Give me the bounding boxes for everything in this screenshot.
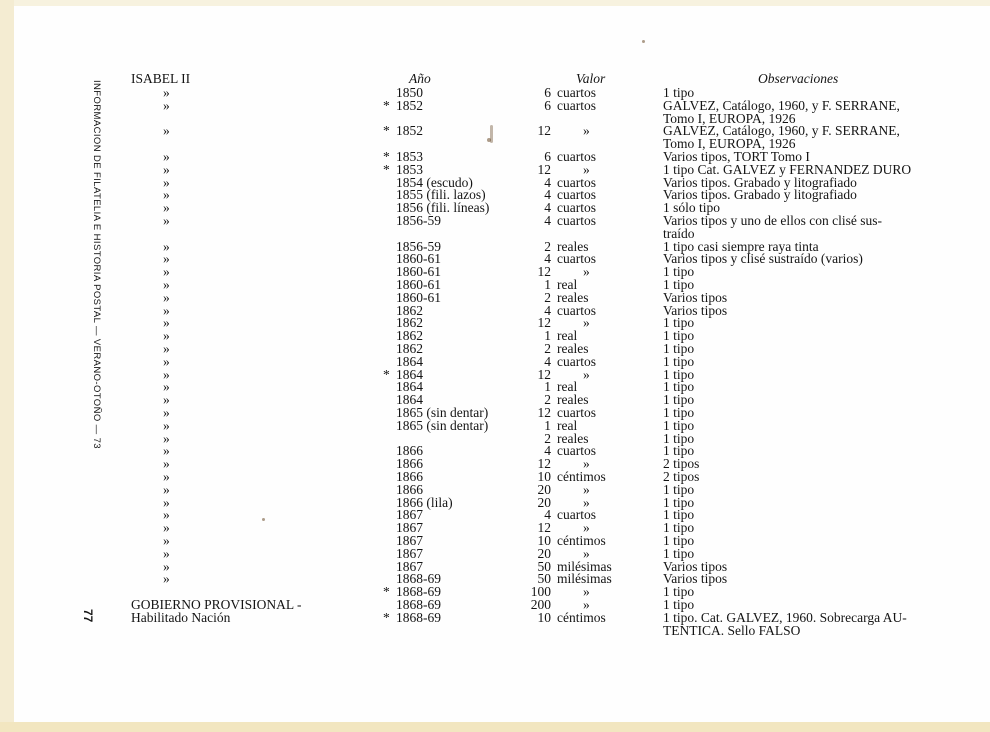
ditto-mark: » bbox=[163, 545, 170, 561]
value-unit-cell: reales bbox=[557, 430, 589, 446]
ditto-mark: » bbox=[163, 315, 170, 331]
year-cell: 1852 bbox=[396, 97, 423, 113]
observations-cell: 1 tipo bbox=[663, 417, 695, 433]
value-amount-cell: 10 bbox=[537, 533, 551, 548]
ditto-mark: » bbox=[163, 302, 170, 318]
value-amount-cell: 4 bbox=[544, 213, 551, 228]
year-column-header: Año bbox=[409, 71, 431, 86]
year-cell: 1866 bbox=[396, 443, 423, 459]
value-unit-cell: » bbox=[583, 520, 590, 536]
table-row bbox=[0, 406, 990, 419]
value-amount-cell: 200 bbox=[530, 597, 551, 612]
observations-cell: traído bbox=[663, 225, 695, 241]
value-unit-cell: cuartos bbox=[557, 174, 596, 190]
value-unit-cell: » bbox=[583, 366, 590, 382]
table-row bbox=[0, 291, 990, 304]
page-edge-bottom bbox=[0, 722, 990, 732]
asterisk-mark: * bbox=[383, 123, 390, 139]
observations-cell: GALVEZ, Catálogo, 1960, y F. SERRANE, bbox=[663, 123, 900, 139]
ditto-mark: » bbox=[163, 379, 170, 395]
observations-cell: 1 tipo bbox=[663, 366, 695, 382]
ink-mark bbox=[487, 138, 491, 142]
year-cell: 1864 bbox=[396, 392, 423, 408]
value-amount-cell: 4 bbox=[544, 507, 551, 523]
observations-cell: 1 tipo bbox=[663, 85, 695, 100]
asterisk-mark: * bbox=[383, 97, 390, 113]
asterisk-mark: * bbox=[383, 609, 390, 625]
observations-cell: Varios tipos y uno de ellos con clisé sus- bbox=[663, 213, 882, 228]
table-row bbox=[0, 508, 990, 521]
observations-cell: Varios tipos bbox=[663, 302, 728, 318]
value-amount-cell: 12 bbox=[537, 315, 551, 331]
value-column-header: Valor bbox=[576, 71, 606, 86]
value-amount-cell: 12 bbox=[537, 405, 551, 420]
running-head-text: INFORMACION DE FILATELIA E HISTORIA POSTAL — VERANO-OTOÑO — 73 bbox=[91, 80, 102, 449]
value-unit-cell: » bbox=[583, 584, 590, 600]
table-row bbox=[0, 252, 990, 265]
value-amount-cell: 10 bbox=[537, 609, 551, 625]
observations-cell: Varios tipos bbox=[663, 571, 728, 587]
table-row bbox=[0, 124, 990, 137]
section-label: Habilitado Nación bbox=[131, 609, 231, 625]
value-amount-cell: 6 bbox=[544, 149, 551, 164]
year-cell: 1856-59 bbox=[396, 213, 441, 228]
ditto-mark: » bbox=[163, 251, 170, 267]
page-number: 77 bbox=[81, 609, 95, 623]
value-amount-cell: 4 bbox=[544, 187, 551, 203]
value-unit-cell: céntimos bbox=[557, 469, 606, 484]
table-row bbox=[0, 163, 990, 176]
ink-mark bbox=[262, 518, 265, 521]
ditto-mark: » bbox=[163, 520, 170, 536]
observations-cell: 1 tipo bbox=[663, 315, 695, 331]
year-cell: 1864 bbox=[396, 366, 423, 382]
ditto-mark: » bbox=[163, 149, 170, 164]
value-amount-cell: 12 bbox=[537, 264, 551, 280]
asterisk-mark: * bbox=[383, 366, 390, 382]
ditto-mark: » bbox=[163, 328, 170, 344]
ditto-mark: » bbox=[163, 392, 170, 408]
year-cell: 1867 bbox=[396, 520, 423, 536]
year-cell: 1852 bbox=[396, 123, 423, 139]
year-cell: 1868-69 bbox=[396, 597, 441, 612]
table-row bbox=[0, 521, 990, 534]
table-row bbox=[0, 419, 990, 432]
value-unit-cell: cuartos bbox=[557, 353, 596, 369]
table-row bbox=[0, 611, 990, 624]
ditto-mark: » bbox=[163, 366, 170, 382]
value-amount-cell: 4 bbox=[544, 443, 551, 459]
table-row bbox=[0, 316, 990, 329]
ink-mark bbox=[642, 40, 645, 43]
value-unit-cell: » bbox=[583, 161, 590, 177]
year-cell: 1862 bbox=[396, 341, 423, 356]
ditto-mark: » bbox=[163, 443, 170, 459]
section-header: ISABEL II bbox=[131, 71, 191, 86]
value-amount-cell: 1 bbox=[544, 379, 551, 395]
observations-cell: 1 tipo bbox=[663, 443, 695, 459]
ditto-mark: » bbox=[163, 341, 170, 356]
observations-cell: Varios tipos bbox=[663, 289, 728, 305]
value-unit-cell: reales bbox=[557, 289, 589, 305]
value-amount-cell: 2 bbox=[544, 341, 551, 356]
ditto-mark: » bbox=[163, 469, 170, 484]
value-unit-cell: milésimas bbox=[557, 558, 612, 574]
value-amount-cell: 6 bbox=[544, 97, 551, 113]
value-amount-cell: 12 bbox=[537, 366, 551, 382]
value-unit-cell: real bbox=[557, 379, 578, 395]
year-cell: 1853 bbox=[396, 149, 423, 164]
observations-cell: 1 tipo bbox=[663, 520, 695, 536]
ditto-mark: » bbox=[163, 533, 170, 548]
value-unit-cell: cuartos bbox=[557, 443, 596, 459]
table-row bbox=[0, 355, 990, 368]
observations-column-header: Observaciones bbox=[758, 71, 839, 86]
observations-cell: TENTICA. Sello FALSO bbox=[663, 622, 801, 638]
value-unit-cell: cuartos bbox=[557, 251, 596, 267]
observations-cell: Tomo I, EUROPA, 1926 bbox=[663, 136, 796, 152]
value-unit-cell: » bbox=[583, 456, 590, 472]
observations-cell: Tomo I, EUROPA, 1926 bbox=[663, 110, 796, 126]
observations-cell: 1 tipo bbox=[663, 353, 695, 369]
table-row bbox=[0, 265, 990, 278]
value-amount-cell: 4 bbox=[544, 174, 551, 190]
year-cell: 1862 bbox=[396, 302, 423, 318]
observations-cell: 1 tipo bbox=[663, 494, 695, 510]
observations-cell: GALVEZ, Catálogo, 1960, y F. SERRANE, bbox=[663, 97, 900, 113]
value-amount-cell: 50 bbox=[537, 558, 551, 574]
value-unit-cell: cuartos bbox=[557, 405, 596, 420]
year-cell: 1867 bbox=[396, 545, 423, 561]
year-cell: 1867 bbox=[396, 533, 423, 548]
value-amount-cell: 50 bbox=[537, 571, 551, 587]
observations-cell: 1 tipo bbox=[663, 545, 695, 561]
table-row bbox=[0, 560, 990, 573]
value-unit-cell: cuartos bbox=[557, 200, 596, 216]
asterisk-mark: * bbox=[383, 149, 390, 164]
ditto-mark: » bbox=[163, 507, 170, 523]
ditto-mark: » bbox=[163, 85, 170, 100]
value-unit-cell: » bbox=[583, 264, 590, 280]
ditto-mark: » bbox=[163, 97, 170, 113]
year-cell: 1866 bbox=[396, 456, 423, 472]
ditto-mark: » bbox=[163, 277, 170, 292]
value-amount-cell: 12 bbox=[537, 123, 551, 139]
year-cell: 1860-61 bbox=[396, 289, 441, 305]
year-cell: 1868-69 bbox=[396, 609, 441, 625]
observations-cell: 1 tipo bbox=[663, 341, 695, 356]
observations-cell: 2 tipos bbox=[663, 469, 700, 484]
observations-cell: Varios tipos. Grabado y litografiado bbox=[663, 187, 857, 203]
year-cell: 1864 bbox=[396, 353, 423, 369]
year-cell: 1853 bbox=[396, 161, 423, 177]
observations-cell: Varios tipos, TORT Tomo I bbox=[663, 149, 810, 164]
value-unit-cell: cuartos bbox=[557, 187, 596, 203]
table-row bbox=[0, 444, 990, 457]
ditto-mark: » bbox=[163, 405, 170, 420]
ditto-mark: » bbox=[163, 494, 170, 510]
observations-cell: 1 tipo bbox=[663, 430, 695, 446]
year-cell: 1867 bbox=[396, 507, 423, 523]
value-unit-cell: » bbox=[583, 481, 590, 497]
ditto-mark: » bbox=[163, 187, 170, 203]
observations-cell: 1 sólo tipo bbox=[663, 200, 721, 216]
value-unit-cell: céntimos bbox=[557, 609, 606, 625]
observations-cell: Varios tipos y clisé sustraído (varios) bbox=[663, 251, 863, 267]
year-cell: 1866 (lila) bbox=[396, 494, 453, 510]
year-cell: 1860-61 bbox=[396, 264, 441, 280]
table-row bbox=[0, 483, 990, 496]
year-cell: 1860-61 bbox=[396, 277, 441, 292]
year-cell: 1868-69 bbox=[396, 584, 441, 600]
table-row bbox=[0, 572, 990, 585]
value-unit-cell: cuartos bbox=[557, 507, 596, 523]
table-row bbox=[0, 278, 990, 291]
value-unit-cell: cuartos bbox=[557, 97, 596, 113]
table-row bbox=[0, 99, 990, 112]
value-unit-cell: real bbox=[557, 277, 578, 292]
value-unit-cell: » bbox=[583, 315, 590, 331]
value-unit-cell: real bbox=[557, 417, 578, 433]
observations-cell: 2 tipos bbox=[663, 456, 700, 472]
value-unit-cell: cuartos bbox=[557, 85, 596, 100]
year-cell: 1866 bbox=[396, 469, 423, 484]
value-unit-cell: » bbox=[583, 545, 590, 561]
ditto-mark: » bbox=[163, 123, 170, 139]
value-amount-cell: 6 bbox=[544, 85, 551, 100]
value-unit-cell: » bbox=[583, 123, 590, 139]
year-cell: 1862 bbox=[396, 328, 423, 344]
table-row bbox=[0, 624, 990, 637]
table-row bbox=[0, 342, 990, 355]
section-label: GOBIERNO PROVISIONAL - bbox=[131, 597, 302, 612]
table-row bbox=[0, 393, 990, 406]
table-row bbox=[0, 380, 990, 393]
value-amount-cell: 1 bbox=[544, 328, 551, 344]
observations-cell: 1 tipo bbox=[663, 392, 695, 408]
table-row bbox=[0, 227, 990, 240]
observations-cell: Varios tipos. Grabado y litografiado bbox=[663, 174, 857, 190]
year-cell: 1865 (sin dentar) bbox=[396, 417, 489, 433]
table-row bbox=[0, 534, 990, 547]
year-cell: 1867 bbox=[396, 558, 423, 574]
observations-cell: 1 tipo bbox=[663, 597, 695, 612]
value-unit-cell: reales bbox=[557, 341, 589, 356]
value-amount-cell: 2 bbox=[544, 392, 551, 408]
ditto-mark: » bbox=[163, 174, 170, 190]
observations-cell: 1 tipo. Cat. GALVEZ, 1960. Sobrecarga AU- bbox=[663, 609, 907, 625]
ditto-mark: » bbox=[163, 289, 170, 305]
value-amount-cell: 100 bbox=[530, 584, 551, 600]
year-cell: 1862 bbox=[396, 315, 423, 331]
ditto-mark: » bbox=[163, 161, 170, 177]
observations-cell: 1 tipo bbox=[663, 379, 695, 395]
value-amount-cell: 12 bbox=[537, 161, 551, 177]
observations-cell: 1 tipo bbox=[663, 328, 695, 344]
observations-cell: 1 tipo Cat. GALVEZ y FERNANDEZ DURO bbox=[663, 161, 912, 177]
value-unit-cell: cuartos bbox=[557, 302, 596, 318]
ditto-mark: » bbox=[163, 353, 170, 369]
year-cell: 1864 bbox=[396, 379, 423, 395]
ditto-mark: » bbox=[163, 481, 170, 497]
value-amount-cell: 1 bbox=[544, 277, 551, 292]
table-row bbox=[0, 368, 990, 381]
observations-cell: 1 tipo bbox=[663, 507, 695, 523]
table-row bbox=[0, 137, 990, 150]
year-cell: 1855 (fili. lazos) bbox=[396, 187, 486, 203]
value-unit-cell: cuartos bbox=[557, 213, 596, 228]
value-unit-cell: real bbox=[557, 328, 578, 344]
ditto-mark: » bbox=[163, 558, 170, 574]
table-row bbox=[0, 329, 990, 342]
value-amount-cell: 4 bbox=[544, 302, 551, 318]
observations-cell: 1 tipo casi siempre raya tinta bbox=[663, 238, 819, 254]
value-amount-cell: 12 bbox=[537, 520, 551, 536]
value-amount-cell: 4 bbox=[544, 200, 551, 216]
table-row bbox=[0, 432, 990, 445]
observations-cell: Varios tipos bbox=[663, 558, 728, 574]
value-unit-cell: cuartos bbox=[557, 149, 596, 164]
year-cell: 1850 bbox=[396, 85, 423, 100]
year-cell: 1866 bbox=[396, 481, 423, 497]
year-cell: 1868-69 bbox=[396, 571, 441, 587]
ditto-mark: » bbox=[163, 430, 170, 446]
year-cell: 1865 (sin dentar) bbox=[396, 405, 489, 420]
value-unit-cell: » bbox=[583, 597, 590, 612]
value-amount-cell: 20 bbox=[537, 481, 551, 497]
table-row bbox=[0, 188, 990, 201]
value-unit-cell: céntimos bbox=[557, 533, 606, 548]
year-cell: 1856 (fili. líneas) bbox=[396, 200, 490, 216]
table-row bbox=[0, 214, 990, 227]
value-amount-cell: 20 bbox=[537, 494, 551, 510]
ditto-mark: » bbox=[163, 456, 170, 472]
year-cell: 1854 (escudo) bbox=[396, 174, 473, 190]
year-cell: 1860-61 bbox=[396, 251, 441, 267]
value-amount-cell: 1 bbox=[544, 417, 551, 433]
observations-cell: 1 tipo bbox=[663, 405, 695, 420]
observations-cell: 1 tipo bbox=[663, 533, 695, 548]
value-amount-cell: 4 bbox=[544, 251, 551, 267]
ditto-mark: » bbox=[163, 571, 170, 587]
value-amount-cell: 2 bbox=[544, 289, 551, 305]
observations-cell: 1 tipo bbox=[663, 277, 695, 292]
ditto-mark: » bbox=[163, 238, 170, 254]
value-unit-cell: reales bbox=[557, 238, 589, 254]
table-row bbox=[0, 304, 990, 317]
year-cell: 1856-59 bbox=[396, 238, 441, 254]
value-amount-cell: 4 bbox=[544, 353, 551, 369]
observations-cell: 1 tipo bbox=[663, 584, 695, 600]
asterisk-mark: * bbox=[383, 161, 390, 177]
ditto-mark: » bbox=[163, 200, 170, 216]
ditto-mark: » bbox=[163, 417, 170, 433]
table-row bbox=[0, 457, 990, 470]
table-row bbox=[0, 547, 990, 560]
value-unit-cell: » bbox=[583, 494, 590, 510]
value-unit-cell: milésimas bbox=[557, 571, 612, 587]
value-unit-cell: reales bbox=[557, 392, 589, 408]
value-amount-cell: 10 bbox=[537, 469, 551, 484]
value-amount-cell: 20 bbox=[537, 545, 551, 561]
table-row bbox=[0, 496, 990, 509]
value-amount-cell: 2 bbox=[544, 430, 551, 446]
observations-cell: 1 tipo bbox=[663, 264, 695, 280]
observations-cell: 1 tipo bbox=[663, 481, 695, 497]
ditto-mark: » bbox=[163, 213, 170, 228]
asterisk-mark: * bbox=[383, 584, 390, 600]
table-row bbox=[0, 470, 990, 483]
value-amount-cell: 12 bbox=[537, 456, 551, 472]
value-amount-cell: 2 bbox=[544, 238, 551, 254]
ditto-mark: » bbox=[163, 264, 170, 280]
